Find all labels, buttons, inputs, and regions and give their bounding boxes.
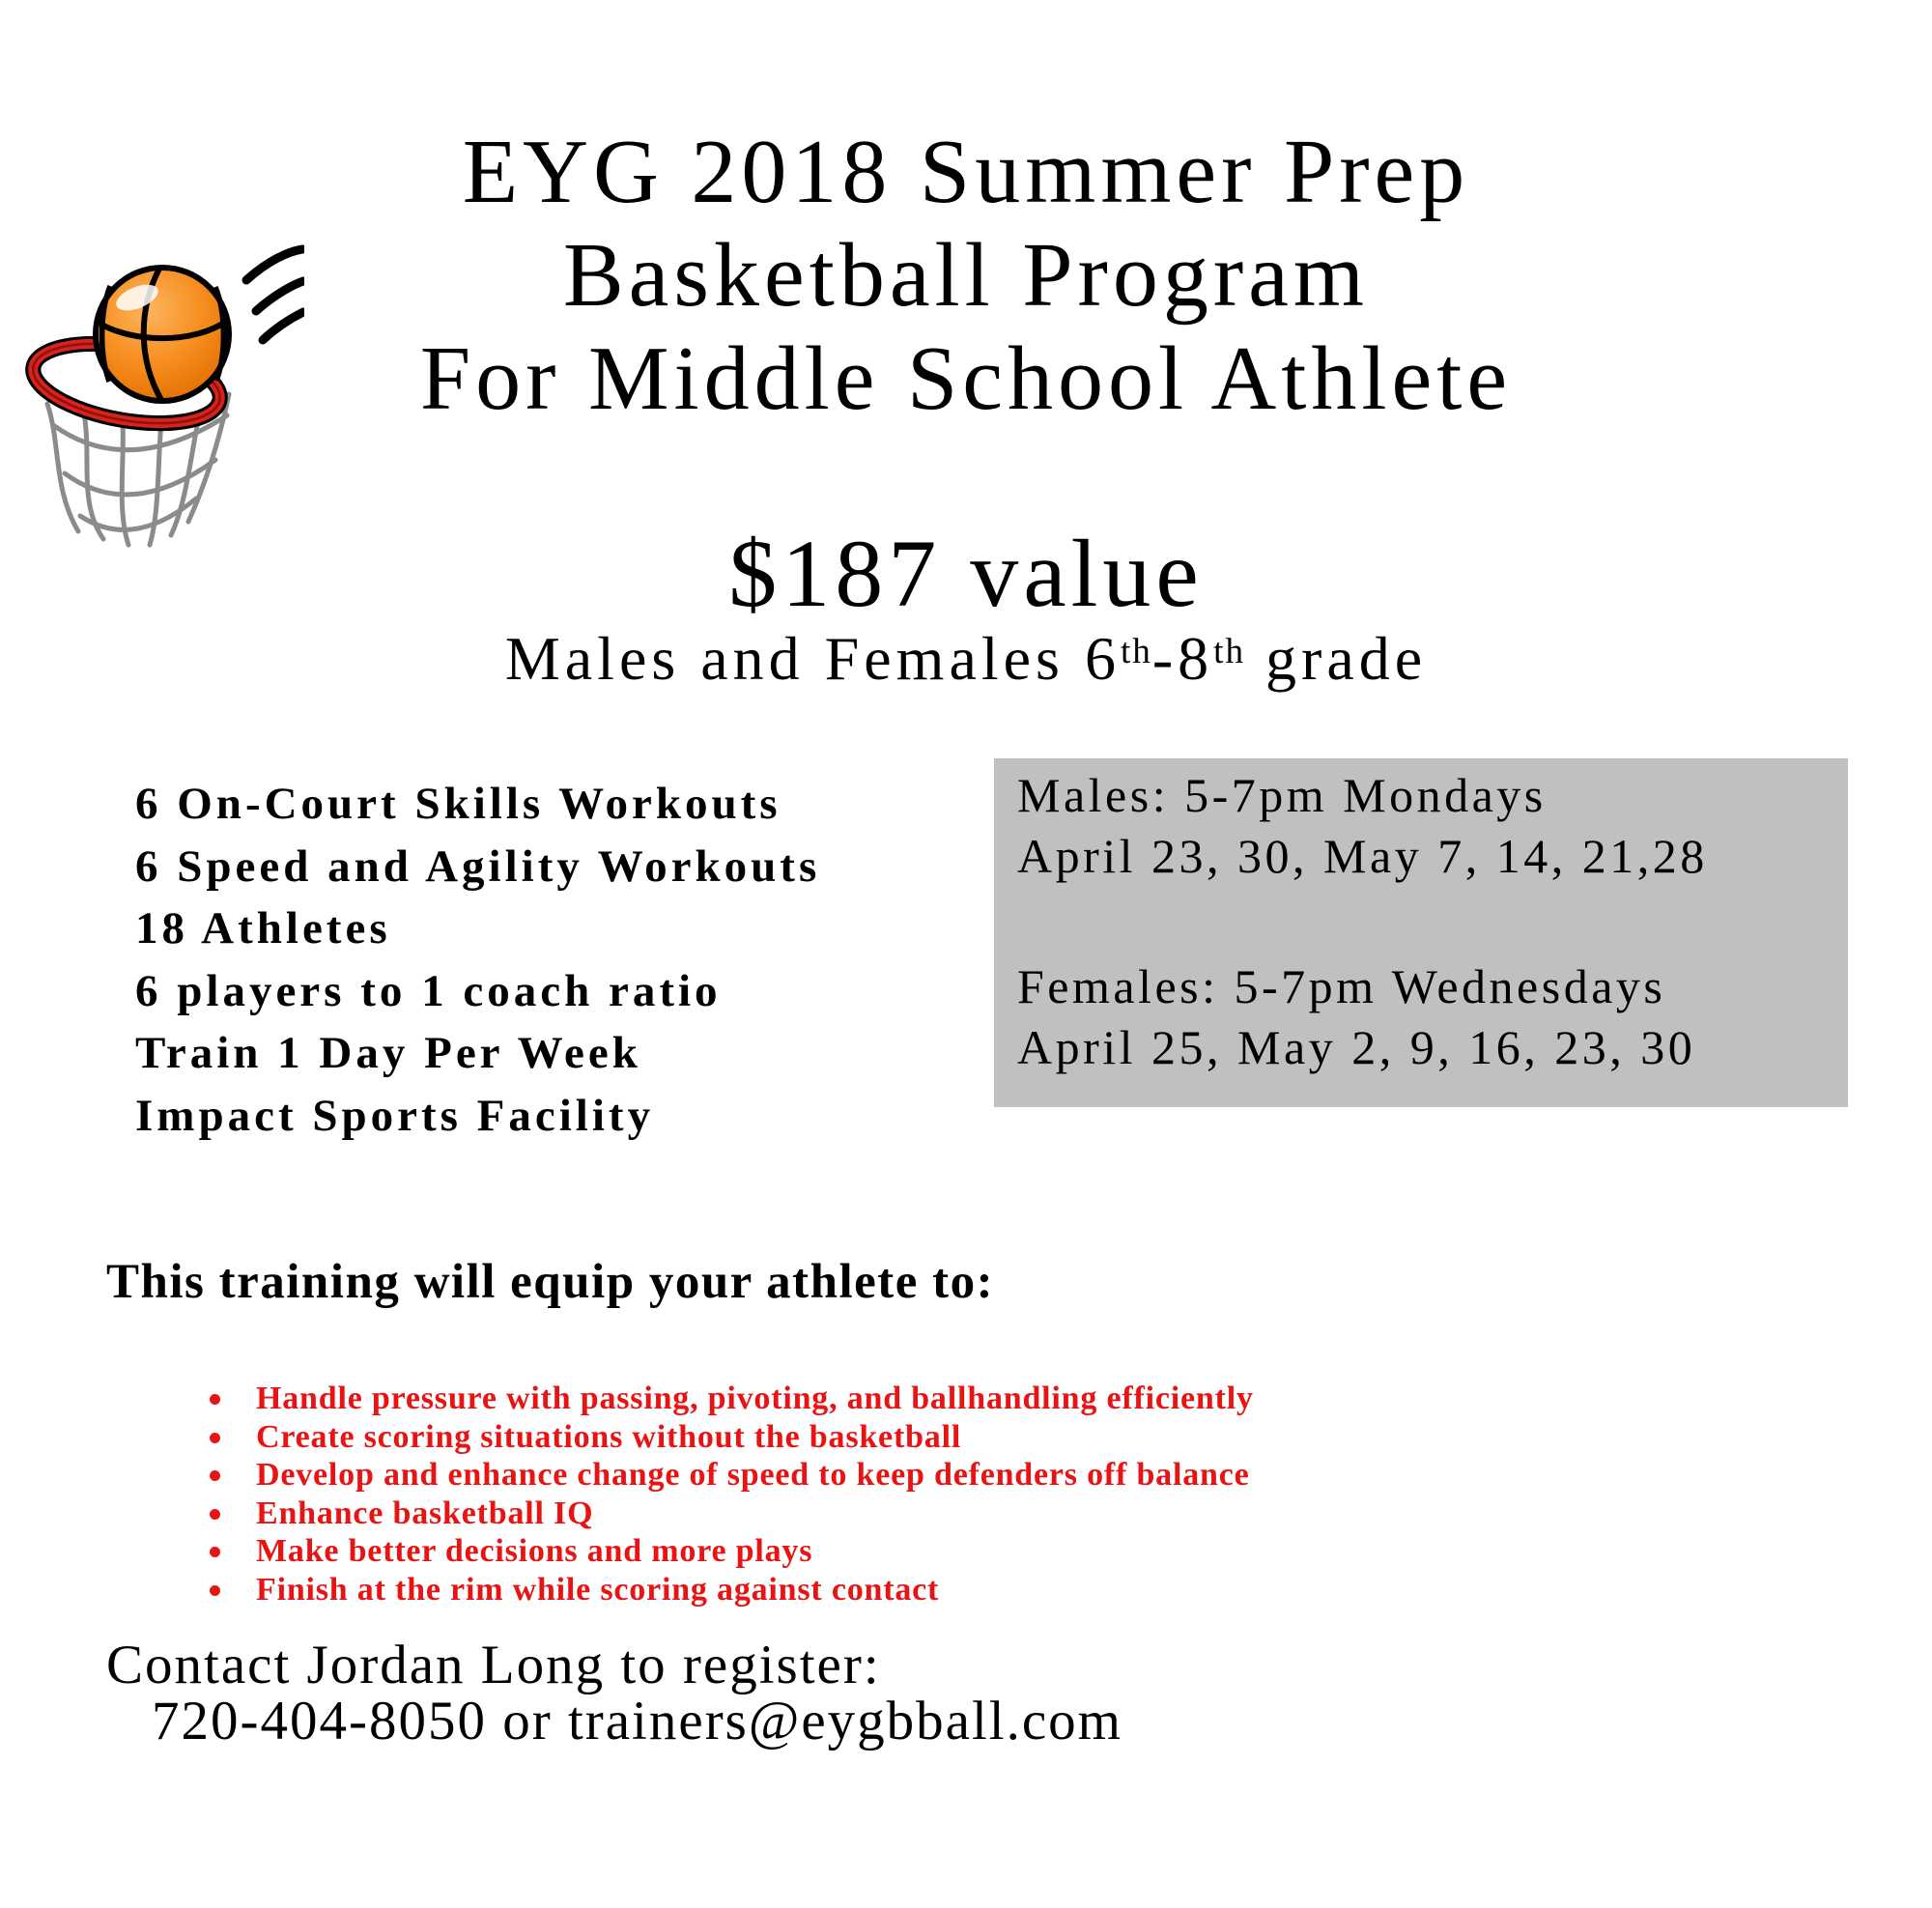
audience-superscript-2: th <box>1213 632 1246 672</box>
equip-heading: This training will equip your athlete to: <box>106 1255 995 1309</box>
equip-bullet-item <box>208 1495 1657 1533</box>
bullet-dot-icon <box>210 1509 220 1520</box>
title-line-2: Basketball Program <box>562 225 1369 326</box>
schedule-males-dates: April 23, 30, May 7, 14, 21,28 <box>1017 829 1708 883</box>
bullet-dot-icon <box>210 1585 220 1596</box>
schedule-spacer <box>1017 887 1831 956</box>
audience-part2: -8 <box>1151 624 1214 693</box>
schedule-females-time: Females: 5-7pm Wednesdays <box>1017 959 1666 1013</box>
equip-item-text: Handle pressure with passing, pivoting, and ballhandling efficiently <box>256 1381 1254 1416</box>
feature-item: Impact Sports Facility <box>135 1090 655 1141</box>
equip-item-text: Create scoring situations without the basketball <box>256 1418 962 1455</box>
equip-bullet-item <box>208 1418 1657 1457</box>
audience-part1: Males and Females 6 <box>504 624 1121 693</box>
equip-bullet-item <box>208 1456 1657 1495</box>
equip-bullet-list <box>208 1380 1657 1609</box>
equip-bullet-item <box>208 1571 1657 1609</box>
contact-block <box>106 1637 1122 1750</box>
bullet-dot-icon <box>210 1470 220 1481</box>
schedule-females-dates: April 25, May 2, 9, 16, 23, 30 <box>1017 1020 1696 1074</box>
contact-register-line: Contact Jordan Long to register: <box>106 1635 881 1695</box>
equip-item-text: Finish at the rim while scoring against contact <box>256 1571 940 1608</box>
feature-item: 6 Speed and Agility Workouts <box>135 840 821 892</box>
equip-bullet-item <box>208 1532 1657 1571</box>
schedule-males-time: Males: 5-7pm Mondays <box>1017 768 1547 822</box>
audience-superscript-1: th <box>1120 632 1152 672</box>
bullet-dot-icon <box>210 1433 220 1443</box>
audience-part3: grade <box>1245 624 1428 693</box>
equip-item-text: Enhance basketball IQ <box>256 1495 594 1531</box>
program-feature-list <box>135 773 985 1147</box>
feature-item: 6 On-Court Skills Workouts <box>135 779 781 829</box>
motion-lines-icon <box>246 249 303 340</box>
title-line-3: For Middle School Athlete <box>419 328 1513 429</box>
audience-line <box>0 625 1932 702</box>
price-value: $187 value <box>728 520 1204 627</box>
title-line-1: EYG 2018 Summer Prep <box>462 122 1470 222</box>
bullet-dot-icon <box>210 1547 220 1557</box>
equip-item-text: Develop and enhance change of speed to keep defenders off balance <box>256 1457 1250 1493</box>
equip-bullet-item <box>208 1380 1657 1418</box>
basketball-icon <box>96 268 229 401</box>
equip-item-text: Make better decisions and more plays <box>256 1533 813 1569</box>
schedule-box <box>994 758 1848 1107</box>
bullet-dot-icon <box>210 1394 220 1405</box>
feature-item: 6 players to 1 coach ratio <box>135 965 722 1016</box>
contact-phone-email-line: 720-404-8050 or trainers@eygbball.com <box>152 1691 1123 1751</box>
basketball-hoop-icon <box>14 220 304 549</box>
feature-item: Train 1 Day Per Week <box>135 1028 641 1078</box>
feature-item: 18 Athletes <box>135 903 391 954</box>
